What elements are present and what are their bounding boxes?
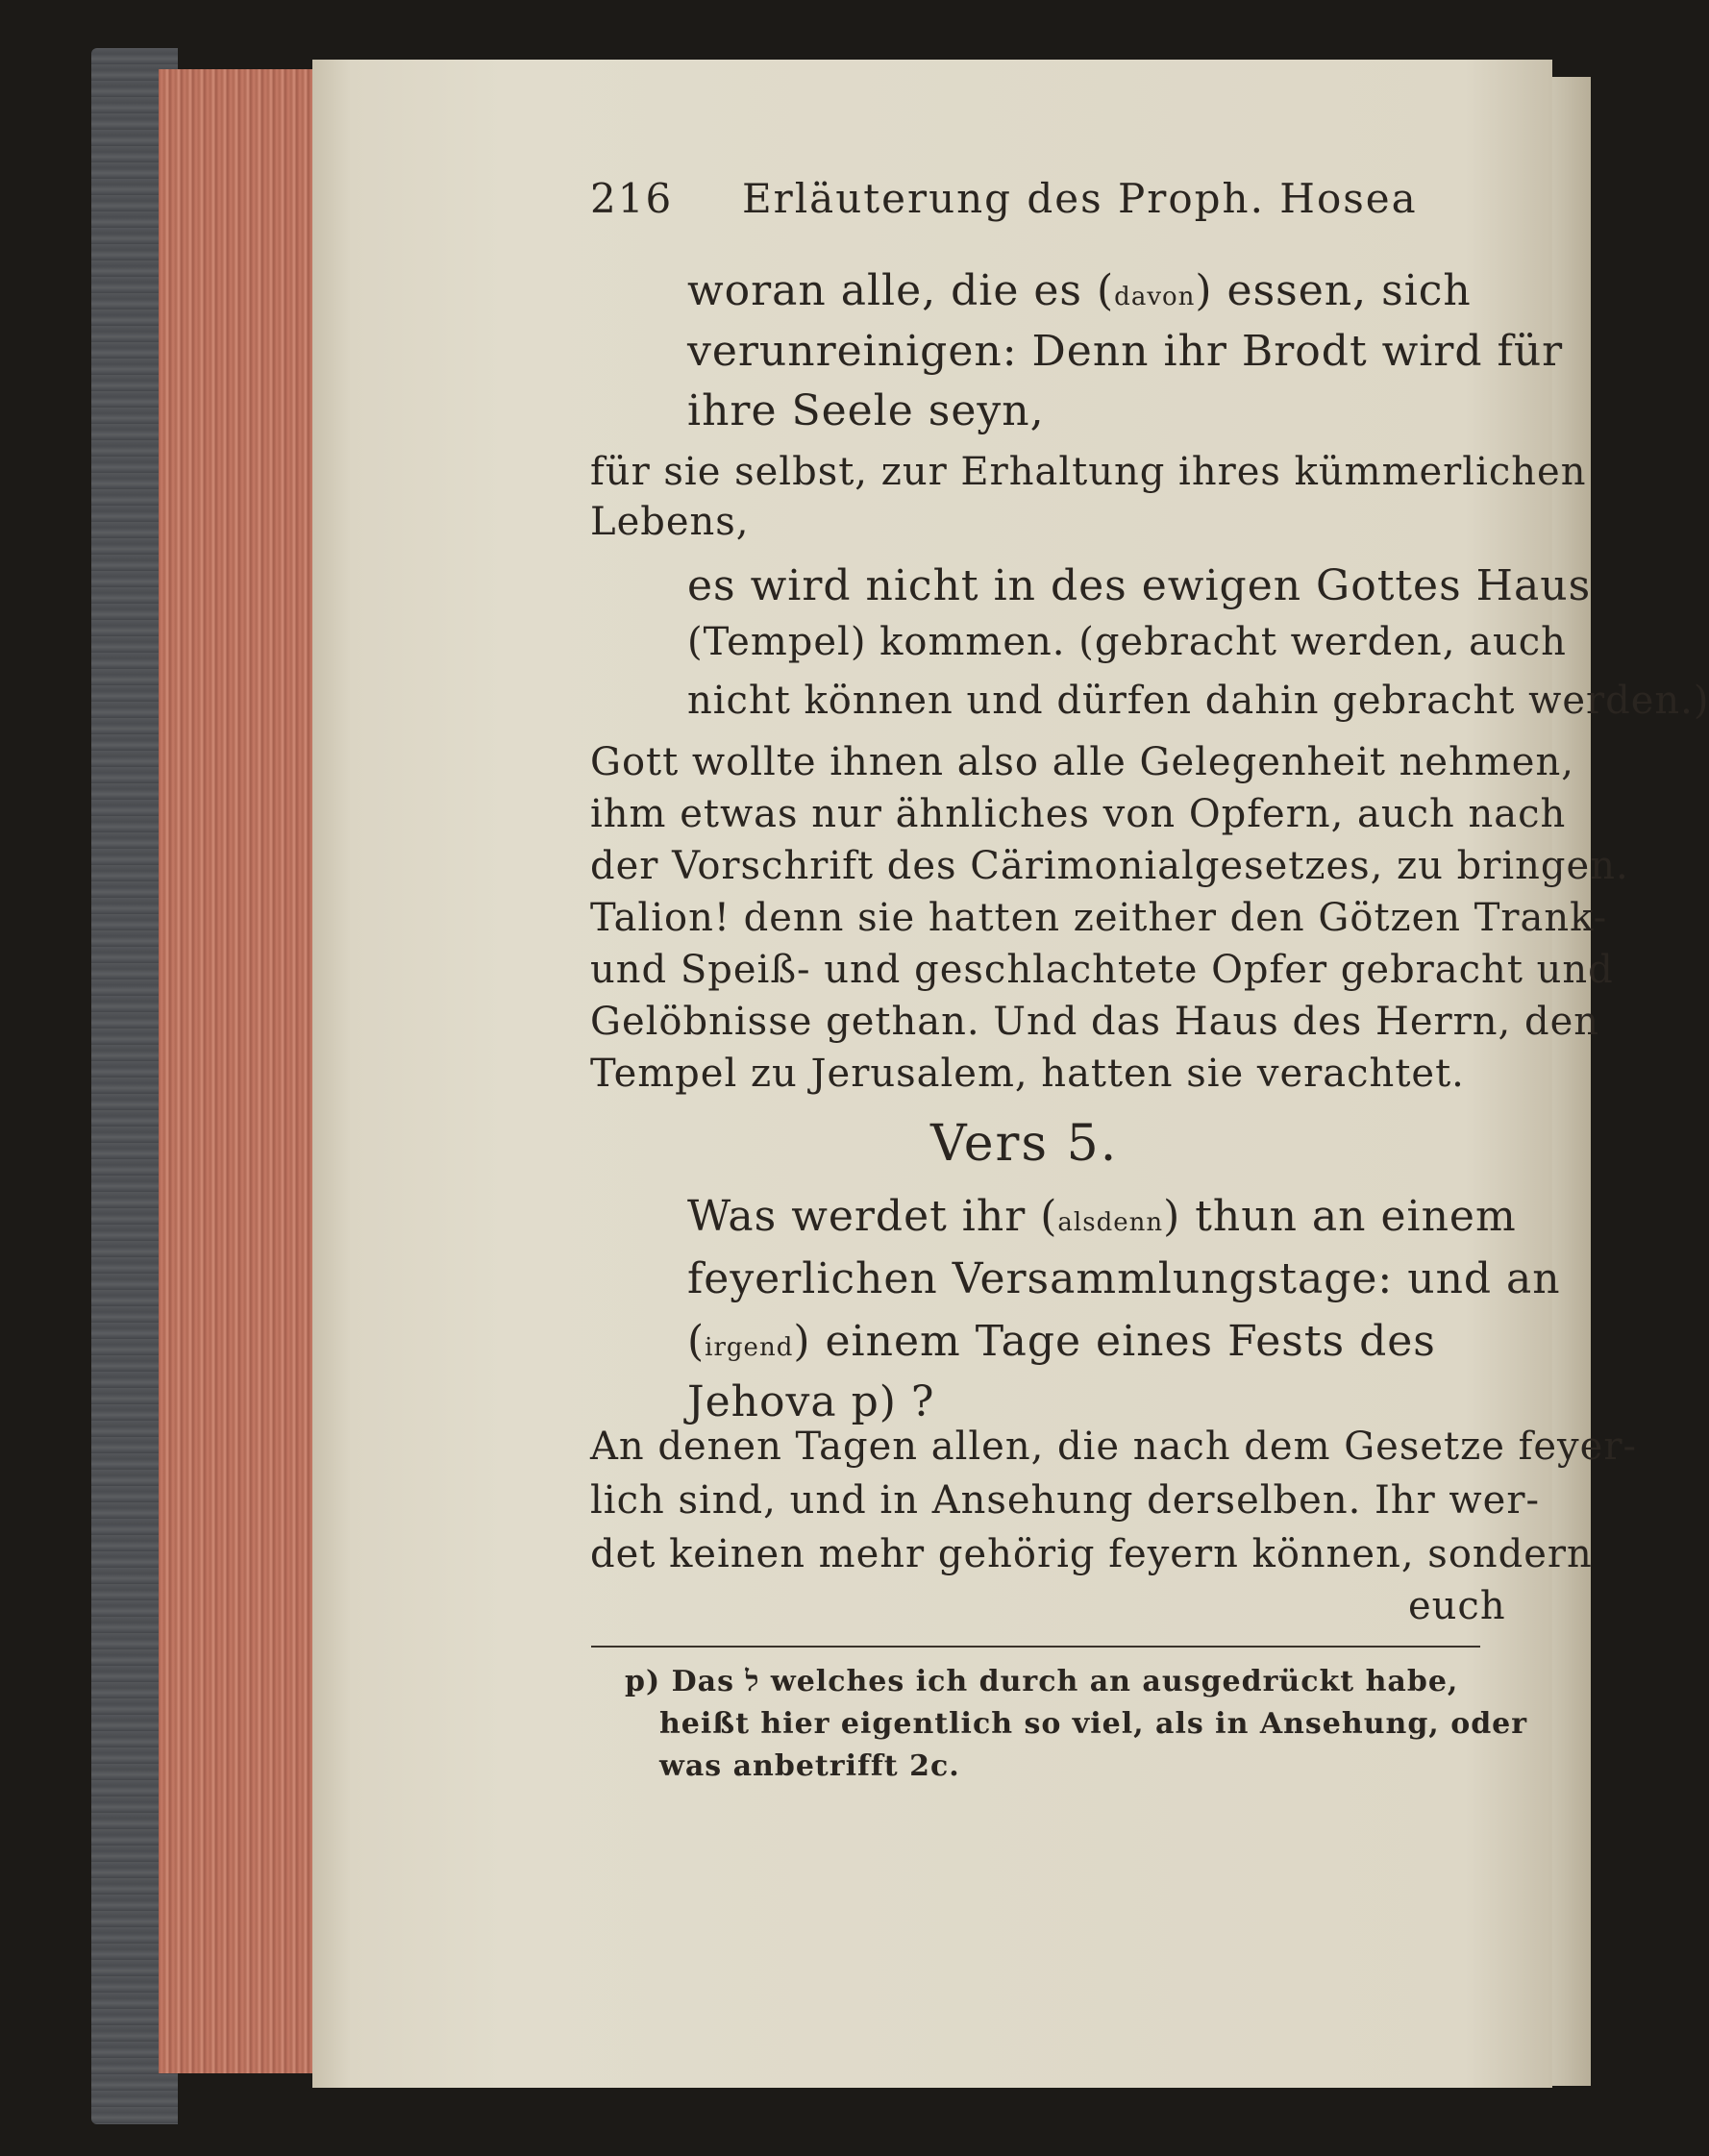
text-line: (Tempel) kommen. (gebracht werden, auch — [687, 620, 1567, 664]
text-line: feyerlichen Versammlungstage: und an — [687, 1254, 1561, 1303]
text-line: ihre Seele seyn, — [687, 386, 1045, 435]
text-line: An denen Tagen allen, die nach dem Gesetze feyer- — [590, 1425, 1637, 1469]
text-line: Jehova p) ? — [687, 1377, 935, 1426]
text-line: Gelöbnisse gethan. Und das Haus des Herrn, den — [590, 1000, 1600, 1044]
verse-heading: Vers 5. — [930, 1115, 1119, 1173]
next-page-edge — [1549, 77, 1591, 2086]
text-line: Lebens, — [590, 500, 750, 544]
text-line: Talion! denn sie hatten zeither den Götzen Trank- — [590, 896, 1608, 940]
text-line: Gott wollte ihnen also alle Gelegenheit nehmen, — [590, 740, 1574, 784]
text-line: verunreinigen: Denn ihr Brodt wird für — [687, 327, 1564, 376]
text-line: Was werdet ihr (alsdenn) thun an einem — [687, 1192, 1517, 1241]
text-line: ihm etwas nur ähnliches von Opfern, auch nach — [590, 792, 1567, 836]
text-line: und Speiß- und geschlachtete Opfer gebracht und — [590, 948, 1614, 992]
page-number: 216 — [590, 175, 674, 222]
text-line: (irgend) einem Tage eines Fests des — [687, 1317, 1436, 1366]
footnote-line: heißt hier eigentlich so viel, als in Ansehung, oder — [659, 1707, 1528, 1741]
text-line: für sie selbst, zur Erhaltung ihres kümmerlichen — [590, 450, 1587, 494]
page-edges — [159, 69, 312, 2073]
text-line: es wird nicht in des ewigen Gottes Haus — [687, 561, 1592, 610]
footnote-line: was anbetrifft 2c. — [659, 1749, 960, 1783]
footnote-rule — [591, 1646, 1480, 1648]
text-line: woran alle, die es (davon) essen, sich — [687, 266, 1472, 315]
footnote-line: p) Das ל welches ich durch an ausgedrückt habe, — [625, 1665, 1459, 1698]
text-line: det keinen mehr gehörig feyern können, sondern — [590, 1532, 1593, 1576]
text-line: der Vorschrift des Cärimonialgesetzes, zu bringen. — [590, 844, 1629, 888]
text-line: Tempel zu Jerusalem, hatten sie verachtet. — [590, 1052, 1465, 1096]
text-line: lich sind, und in Ansehung derselben. Ihr wer- — [590, 1478, 1540, 1523]
catchword: euch — [1408, 1584, 1506, 1628]
text-line: nicht können und dürfen dahin gebracht werden.) — [687, 679, 1709, 723]
running-title: Erläuterung des Proph. Hosea — [742, 175, 1418, 222]
